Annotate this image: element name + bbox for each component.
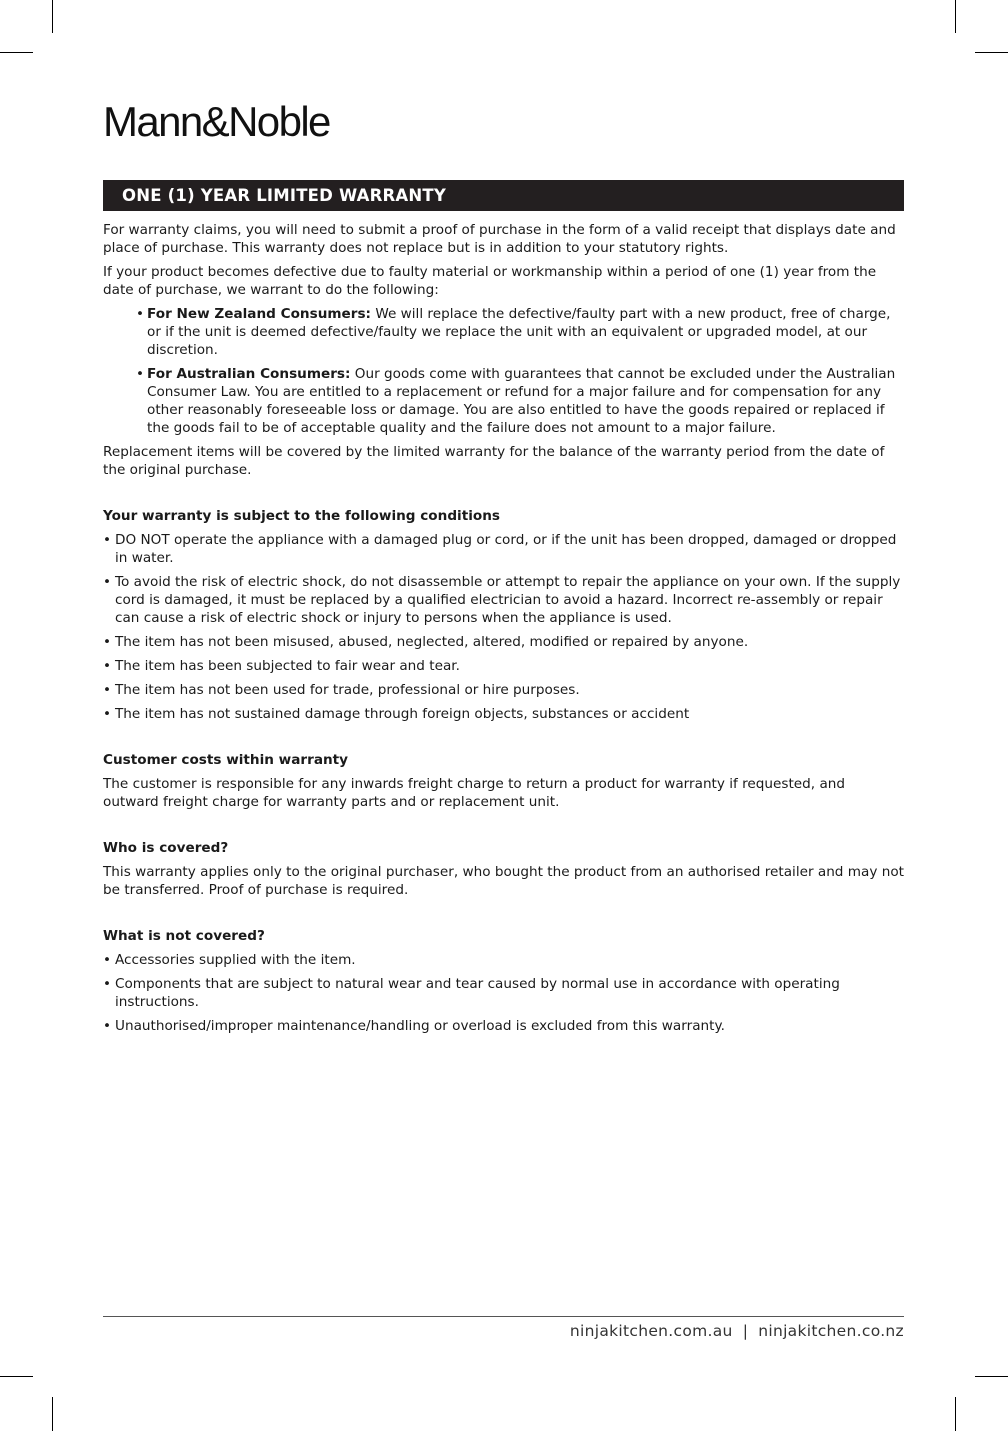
covered-heading: Who is covered? [103, 840, 229, 856]
brand-logo: Mann&Noble [103, 98, 330, 145]
covered-paragraph: This warranty applies only to the original purchaser, who bought the product from an authorised retailer and may not be transferred. Proof of purchase is required. [103, 864, 904, 898]
footer-separator: | [742, 1322, 749, 1340]
conditions-heading: Your warranty is subject to the following conditions [103, 508, 500, 524]
crop-mark-top-right-horizontal [975, 52, 1008, 53]
conditions-list [103, 531, 904, 723]
website-link-au[interactable]: ninjakitchen.com.au [569, 1322, 733, 1340]
consumer-text: We will replace the defective/faulty part with a new product, free of charge, or if the unit is deemed defective/faulty we replace the unit with an equivalent or upgraded model, at our discretion. [147, 306, 891, 358]
consumer-list [103, 305, 904, 437]
intro-paragraph-replacement: Replacement items will be covered by the limited warranty for the balance of the warranty period from the date of the original purchase. [103, 444, 885, 478]
crop-mark-bottom-right-horizontal [975, 1376, 1008, 1377]
not-covered-heading: What is not covered? [103, 928, 265, 944]
list-item: • The item has not been used for trade, professional or hire purposes. [103, 681, 904, 699]
list-item: • Unauthorised/improper maintenance/handling or overload is excluded from this warranty. [103, 1017, 904, 1035]
list-item: • To avoid the risk of electric shock, do not disassemble or attempt to repair the appliance on your own. If the supply cord is damaged, it must be replaced by a qualified electrician to avoid a hazard. Incorrect re-assembly or repair can cause a risk of electric shock or injury to persons when the appliance is used. [103, 573, 904, 627]
footer-divider [103, 1316, 904, 1317]
warranty-title-banner: ONE (1) YEAR LIMITED WARRANTY [103, 180, 904, 211]
list-item: • The item has been subjected to fair wear and tear. [103, 657, 904, 675]
list-item: • Components that are subject to natural wear and tear caused by normal use in accordance with operating instructions. [103, 975, 904, 1011]
list-item: • The item has not sustained damage through foreign objects, substances or accident [103, 705, 904, 723]
costs-paragraph: The customer is responsible for any inwards freight charge to return a product for warranty if requested, and outward freight charge for warranty parts and or replacement unit. [103, 776, 846, 810]
crop-mark-bottom-left-horizontal [0, 1376, 33, 1377]
crop-mark-top-left-horizontal [0, 52, 33, 53]
consumer-item-nz [103, 305, 904, 359]
not-covered-list [103, 951, 904, 1035]
crop-mark-top-right-vertical [955, 0, 956, 33]
consumer-label: For New Zealand Consumers: [147, 306, 371, 322]
costs-heading: Customer costs within warranty [103, 752, 349, 768]
crop-mark-top-left-vertical [52, 0, 53, 33]
website-link-nz[interactable]: ninjakitchen.co.nz [758, 1322, 904, 1340]
list-item: • DO NOT operate the appliance with a damaged plug or cord, or if the unit has been dropped, damaged or dropped in water. [103, 531, 904, 567]
crop-mark-bottom-right-vertical [955, 1397, 956, 1431]
footer-websites [570, 1320, 904, 1342]
list-item: • Accessories supplied with the item. [103, 951, 904, 969]
list-item: • The item has not been misused, abused, neglected, altered, modified or repaired by anyone. [103, 633, 904, 651]
consumer-text: Our goods come with guarantees that cannot be excluded under the Australian Consumer Law. You are entitled to a replacement or refund for a major failure and for compensation for any other reasonably foreseeable loss or damage. You are also entitled to have the goods repaired or replaced if the goods fail to be of acceptable quality and the failure does not amount to a major failure. [147, 366, 896, 436]
crop-mark-bottom-left-vertical [52, 1397, 53, 1431]
consumer-item-au [103, 365, 904, 437]
intro-paragraph-proof: For warranty claims, you will need to submit a proof of purchase in the form of a valid receipt that displays date and place of purchase. This warranty does not replace but is in addition to your statutory rights. [103, 222, 896, 256]
warranty-body [103, 221, 904, 1041]
intro-paragraph-defect: If your product becomes defective due to faulty material or workmanship within a period of one (1) year from the date of purchase, we warrant to do the following: [103, 264, 877, 298]
consumer-label: For Australian Consumers: [147, 366, 351, 382]
